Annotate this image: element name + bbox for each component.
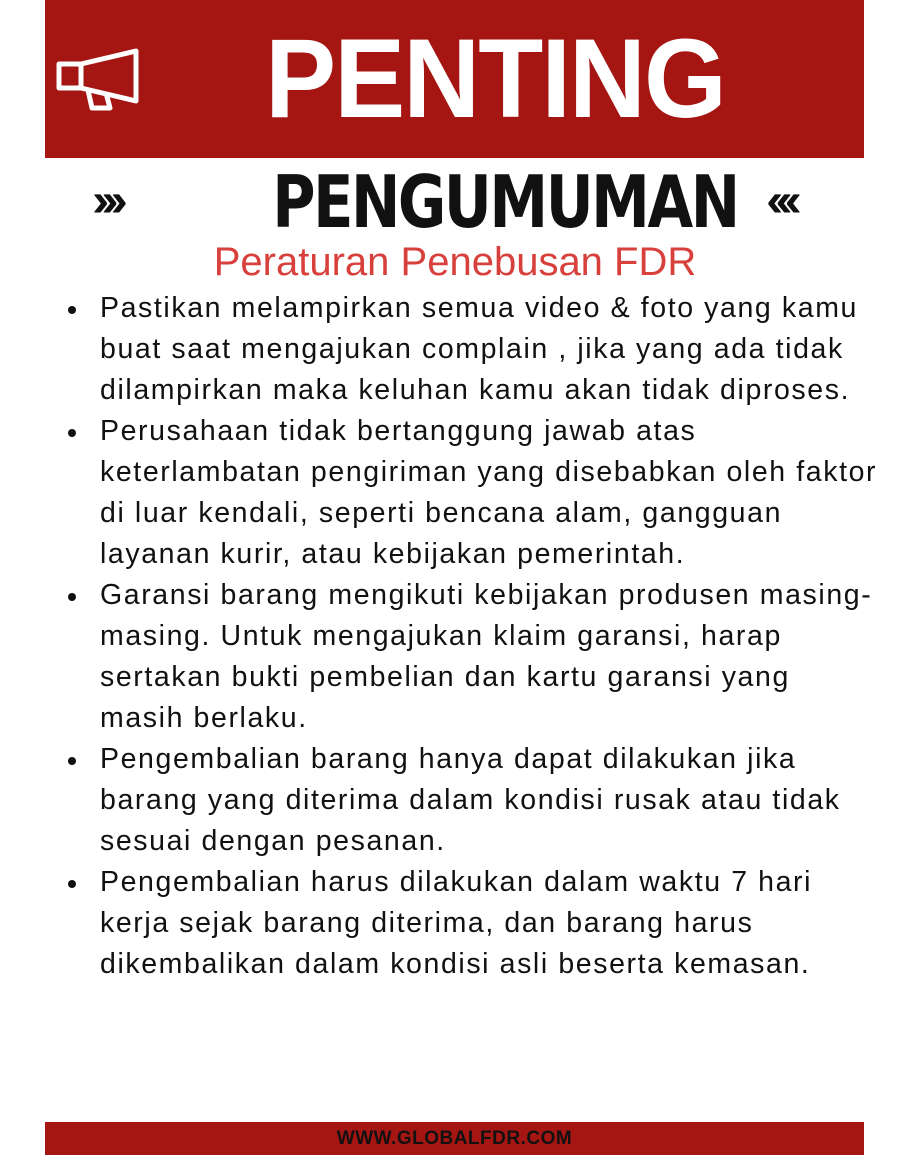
footer-bar <box>45 1122 864 1155</box>
chevrons-left-icon: ‹‹‹ <box>766 173 794 227</box>
list-item <box>60 575 880 739</box>
bullet-icon <box>68 429 76 437</box>
list-item <box>60 411 880 575</box>
list-item <box>60 862 880 985</box>
list-item <box>60 288 880 411</box>
rule-text: Pastikan melampirkan semua video & foto yang kamu buat saat mengajukan complain , jika yang ada tidak dilampirkan maka keluhan kamu akan tidak diproses. <box>100 292 858 406</box>
rule-text: Pengembalian harus dilakukan dalam waktu 7 hari kerja sejak barang diterima, dan barang harus dikembalikan dalam kondisi asli beserta kemasan. <box>100 866 813 980</box>
rule-text: Pengembalian barang hanya dapat dilakukan jika barang yang diterima dalam kondisi rusak atau tidak sesuai dengan pesanan. <box>100 743 841 857</box>
rule-text: Perusahaan tidak bertanggung jawab atas keterlambatan pengiriman yang disebabkan oleh faktor di luar kendali, seperti bencana alam, gangguan layanan kurir, atau kebijakan pemerintah. <box>100 415 878 570</box>
chevrons-right-icon: ››› <box>92 173 120 227</box>
sub-header <box>0 162 910 242</box>
announcement-title: PENGUMUMAN <box>272 160 738 244</box>
rule-text: Garansi barang mengikuti kebijakan produsen masing-masing. Untuk mengajukan klaim garansi, harap sertakan bukti pembelian dan kartu garansi yang masih berlaku. <box>100 579 873 734</box>
bullet-icon <box>68 593 76 601</box>
rules-list <box>60 288 880 985</box>
banner-title: PENTING <box>265 16 725 141</box>
megaphone-icon <box>56 48 146 112</box>
list-item <box>60 739 880 862</box>
bullet-icon <box>68 880 76 888</box>
bullet-icon <box>68 306 76 314</box>
bullet-icon <box>68 757 76 765</box>
rules-subtitle: Peraturan Penebusan FDR <box>213 240 697 284</box>
footer-url: WWW.GLOBALFDR.COM <box>336 1127 573 1149</box>
